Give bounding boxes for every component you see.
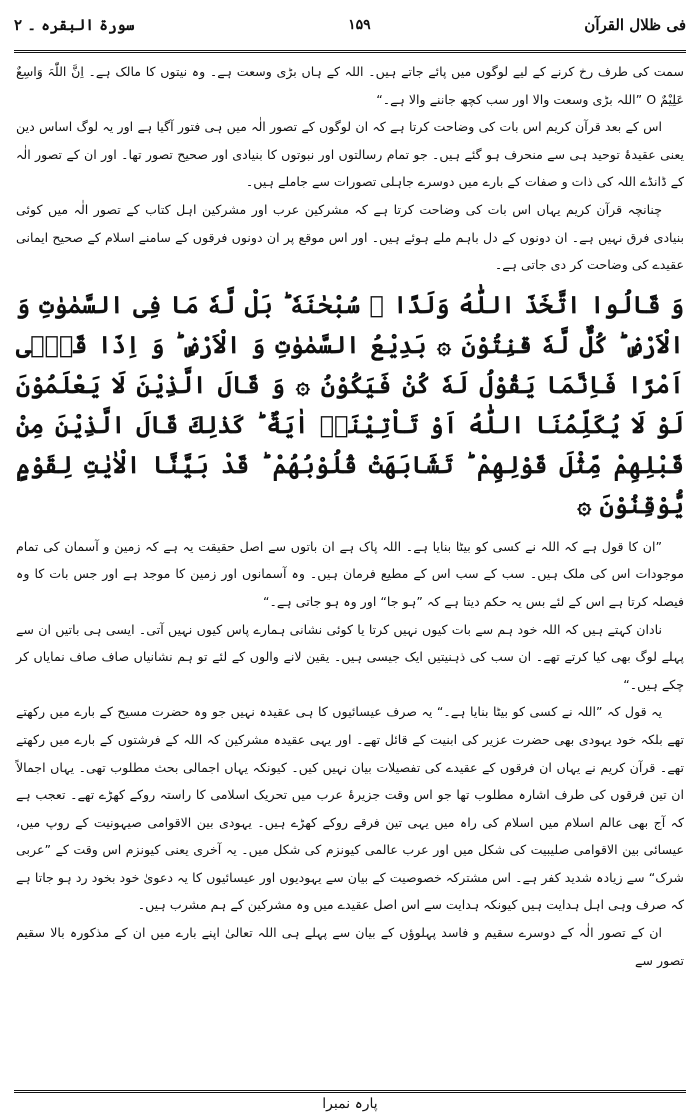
paragraph: ان کے تصور الٰہ کے دوسرے سقیم و فاسد پہلوؤں کے بیان سے پہلے ہی اللہ تعالیٰ اپنے بارے میں ان کے مذکورہ بالا سقیم تصور سے (16, 925, 684, 968)
footer-para-label: پارہ نمبرا (322, 1096, 378, 1112)
running-header (14, 6, 686, 44)
quran-verse-block: وَ قَالُوا اتَّخَذَ اللّٰهُ وَلَدًا ۙ سُبْحٰنَهٗ ؕ بَلْ لَّهٗ مَا فِی السَّمٰوٰتِ وَ الْاَرْضِ ؕ كُلٌّ لَّهٗ قٰنِتُوْنَ ۞ بَدِیْعُ السَّمٰوٰتِ وَ الْاَرْضِ ؕ وَ اِذَا قَضٰۤی اَمْرًا فَاِنَّمَا یَقُوْلُ لَهٗ كُنْ فَیَكُوْنُ ۞ وَ قَالَ الَّذِیْنَ لَا یَعْلَمُوْنَ لَوْ لَا یُكَلِّمُنَا اللّٰهُ اَوْ تَاْتِیْنَاۤ اٰیَةٌ ؕ كَذٰلِكَ قَالَ الَّذِیْنَ مِنْ قَبْلِهِمْ مِّثْلَ قَوْلِهِمْ ؕ تَشَابَهَتْ قُلُوْبُهُمْ ؕ قَدْ بَیَّنَّا الْاٰیٰتِ لِقَوْمٍ یُّوْقِنُوْنَ ۞ (16, 289, 685, 519)
paragraph: چنانچہ قرآن کریم یہاں اس بات کی وضاحت کرتا ہے کہ مشرکین عرب اور مشرکین اہل کتاب کے تصور الٰہ میں کوئی بنیادی فرق نہیں ہے۔ ان دونوں کے دل باہم ملے ہوئے ہیں۔ اور اس موقع پر ان دونوں فرقوں کے سامنے اسلام کے صحیح ایمانی عقیدے کی وضاحت کر دی جاتی ہے۔ (16, 201, 684, 273)
page-body (16, 58, 684, 974)
translation-paragraph: ”ان کا قول ہے کہ اللہ نے کسی کو بیٹا بنایا ہے۔ اللہ پاک ہے ان باتوں سے اصل حقیقت یہ ہے کہ زمین و آسمان کی تمام موجودات اس کی ملک ہیں۔ سب کے سب اس کے مطیع فرمان ہیں۔ وہ آسمانوں اور زمین کا موجد ہے اور جس بات کا وہ فیصلہ کرتا ہے اس کے لئے بس یہ حکم دیتا ہے کہ ”ہو جا“ اور وہ ہو جاتی ہے۔“ (16, 538, 684, 609)
surah-title: سورۃ البقرہ ۔ ۲ (14, 16, 135, 34)
paragraph: اس کے بعد قرآن کریم اس بات کی وضاحت کرتا ہے کہ ان لوگوں کے تصور الٰہ میں ہی فتور آگیا ہے اور یہ لوگ اساس دین یعنی عقیدۂ توحید ہی سے منحرف ہو گئے ہیں۔ جو تمام رسالتوں اور نبوتوں کا بنیادی اور صحیح تصور تھا۔ اور ان کے تصور الٰہ کے ڈانڈے اللہ کی ذات و صفات کے بارے میں دوسرے جاہلی تصورات سے جاملے ہیں۔ (16, 119, 684, 190)
paragraph: نادان کہتے ہیں کہ اللہ خود ہم سے بات کیوں نہیں کرتا یا کوئی نشانی ہمارے پاس کیوں نہیں آتی۔ ایسی ہی باتیں ان سے پہلے لوگ بھی کیا کرتے تھے۔ ان سب کی ذہنیتیں ایک جیسی ہیں۔ یقین لانے والوں کے لئے تو ہم نشانیاں صاف صاف نمایاں کر چکے ہیں۔“ (16, 621, 684, 692)
header-divider (14, 50, 686, 53)
paragraph: یہ قول کہ ”اللہ نے کسی کو بیٹا بنایا ہے۔“ یہ صرف عیسائیوں کا ہی عقیدہ نہیں جو وہ حضرت مسیح کے بارے میں رکھتے تھے بلکہ خود یہودی بھی حضرت عزیر کی ابنیت کے قائل تھے۔ اور یہی عقیدہ مشرکین کہ اللہ کے فرشتوں کے بارے میں رکھتے تھے۔ قرآن کریم نے یہاں ان فرقوں کے عقیدے کی تفصیلات بیان نہیں کیں۔ کیونکہ یہاں اجمالی بحث مطلوب تھی۔ یہاں اجمالاً ان تین فرقوں کی طرف اشارہ مطلوب تھا جو اس وقت جزیرۂ عرب میں تحریک اسلامی کا راستہ روکے کھڑے تھے۔ تعجب ہے کہ آج بھی عالم اسلام میں اسلام کی راہ میں یہی تین فرقے روکے کھڑے ہیں۔ یہودی بین الاقوامی صیہونیت کے روپ میں، عیسائی بین الاقوامی صلیبیت کی شکل میں اور عرب عالمی کیونزم کی شکل میں۔ یہ آخری یعنی کیونزم اس وقت کے ”عربی شرک“ سے زیادہ شدید کفر ہے۔ اس مشترکہ خصوصیت کے بیان سے یہودیوں اور عیسائیوں کا یہ دعویٰ خود بخود رد ہو جاتا ہے کہ صرف وہی اہل ہدایت ہیں کیونکہ ہدایت سے اس اصل عقیدے میں وہ مشرکین کے ہم مشرب ہیں۔ (16, 704, 684, 913)
book-title: فی ظلال القرآن (584, 16, 686, 34)
paragraph: سمت کی طرف رخ کرنے کے لیے لوگوں میں پائے جاتے ہیں۔ اللہ کے ہاں بڑی وسعت ہے۔ وہ نیتوں کا مالک ہے۔ اِنَّ اللّٰہَ وَاسِعٌ عَلِیْمٌ O ”اللہ بڑی وسعت والا اور سب کچھ جاننے والا ہے۔“ (16, 64, 684, 107)
page-number: ۱۵۹ (348, 17, 371, 33)
footer-divider (14, 1090, 686, 1093)
